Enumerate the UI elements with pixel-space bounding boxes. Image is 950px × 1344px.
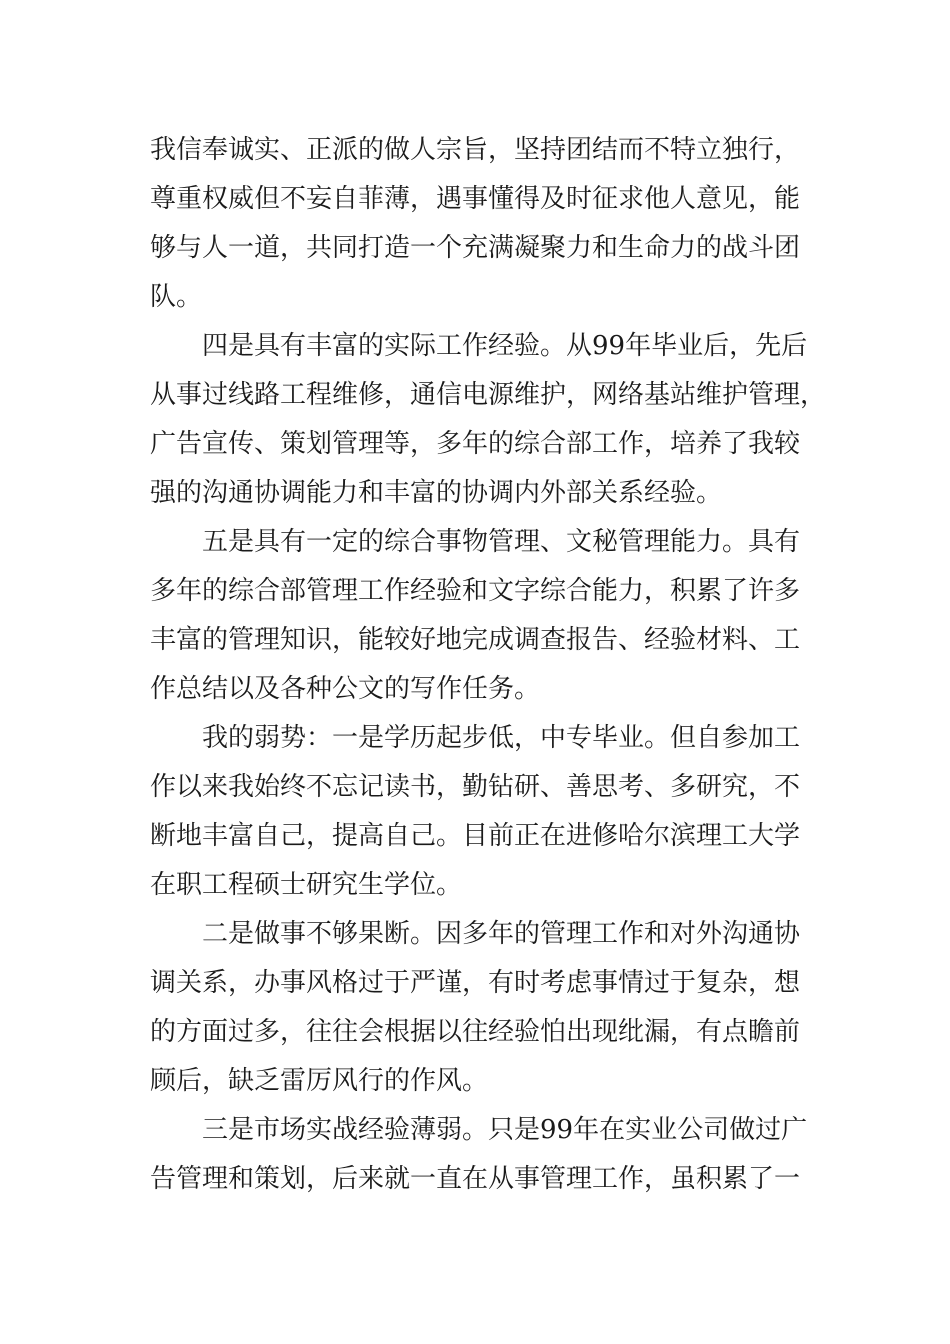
text-line: 作以来我始终不忘记读书，勤钻研、善思考、多研究，不 — [150, 772, 801, 802]
text-line: 队。 — [150, 282, 203, 312]
text-line: 我的弱势：一是学历起步低，中专毕业。但自参加工 — [202, 723, 801, 753]
text-line: 四是具有丰富的实际工作经验。从99年毕业后，先后 — [202, 331, 808, 361]
paragraph-weakness-education — [150, 714, 800, 910]
paragraph-work-experience — [150, 322, 827, 518]
body-text — [150, 126, 827, 1204]
text-line: 我信奉诚实、正派的做人宗旨，坚持团结而不特立独行， — [150, 135, 801, 165]
paragraph-weakness-market — [150, 1106, 808, 1204]
text-line: 二是做事不够果断。因多年的管理工作和对外沟通协 — [202, 919, 801, 949]
text-line: 断地丰富自己，提高自己。目前正在进修哈尔滨理工大学 — [150, 821, 801, 851]
text-line: 强的沟通协调能力和丰富的协调内外部关系经验。 — [150, 478, 723, 508]
text-line: 顾后，缺乏雷厉风行的作风。 — [150, 1066, 489, 1096]
text-line: 三是市场实战经验薄弱。只是99年在实业公司做过广 — [202, 1115, 808, 1145]
text-line: 的方面过多，往往会根据以往经验怕出现纰漏，有点瞻前 — [150, 1017, 801, 1047]
text-line: 丰富的管理知识，能较好地完成调查报告、经验材料、工 — [150, 625, 801, 655]
paragraph-admin-ability — [150, 518, 800, 714]
text-line: 从事过线路工程维修，通信电源维护，网络基站维护管理， — [150, 380, 827, 410]
text-line: 五是具有一定的综合事物管理、文秘管理能力。具有 — [202, 527, 801, 557]
text-line: 作总结以及各种公文的写作任务。 — [150, 674, 541, 704]
paragraph-continuation — [150, 126, 800, 322]
text-line: 告管理和策划，后来就一直在从事管理工作，虽积累了一 — [150, 1164, 801, 1194]
text-line: 调关系，办事风格过于严谨，有时考虑事情过于复杂，想 — [150, 968, 801, 998]
text-line: 够与人一道，共同打造一个充满凝聚力和生命力的战斗团 — [150, 233, 801, 263]
paragraph-weakness-decisiveness — [150, 910, 800, 1106]
text-line: 尊重权威但不妄自菲薄，遇事懂得及时征求他人意见，能 — [150, 184, 801, 214]
text-line: 广告宣传、策划管理等，多年的综合部工作，培养了我较 — [150, 429, 801, 459]
text-line: 在职工程硕士研究生学位。 — [150, 870, 463, 900]
text-line: 多年的综合部管理工作经验和文字综合能力，积累了许多 — [150, 576, 801, 606]
